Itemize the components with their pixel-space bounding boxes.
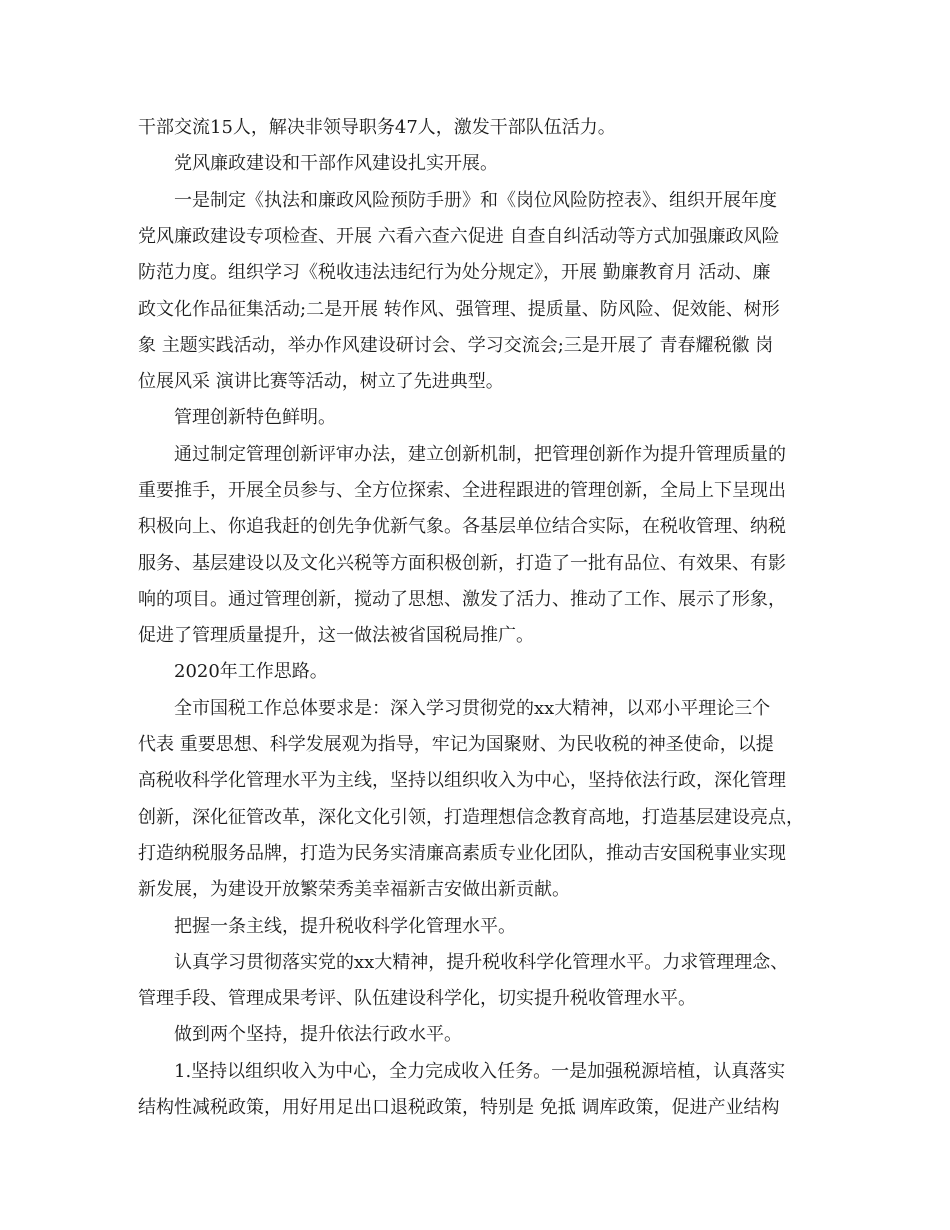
text-line: 1.坚持以组织收入为中心，全力完成收入任务。一是加强税源培植，认真落实 [174,1061,786,1082]
text-line: 高税收科学化管理水平为主线，坚持以组织收入为中心，坚持依法行政，深化管理 [138,770,786,791]
text-line: 象 主题实践活动，举办作风建设研讨会、学习交流会;三是开展了 青春耀税徽 岗 [138,335,774,356]
text-line: 政文化作品征集活动;二是开展 转作风、强管理、提质量、防风险、促效能、树形 [138,299,780,320]
text-line: 管理创新特色鲜明。 [174,407,336,428]
text-line: 新发展，为建设开放繁荣秀美幸福新吉安做出新贡献。 [138,879,570,900]
text-line: 打造纳税服务品牌，打造为民务实清廉高素质专业化团队，推动吉安国税事业实现 [138,843,786,864]
text-line: 响的项目。通过管理创新，搅动了思想、激发了活力、推动了工作、展示了形象， [138,589,786,610]
text-line: 促进了管理质量提升，这一做法被省国税局推广。 [138,625,534,646]
text-line: 创新，深化征管改革，深化文化引领，打造理想信念教育高地，打造基层建设亮点， [138,807,804,828]
text-line: 认真学习贯彻落实党的xx大精神，提升税收科学化管理水平。力求管理理念、 [174,952,789,973]
text-line: 一是制定《执法和廉政风险预防手册》和《岗位风险防控表》、组织开展年度 [174,190,777,211]
text-line: 防范力度。组织学习《税收违法违纪行为处分规定》，开展 勤廉教育月 活动、廉 [138,262,771,283]
text-line: 把握一条主线，提升税收科学化管理水平。 [174,916,516,937]
text-line: 结构性减税政策，用好用足出口退税政策，特别是 免抵 调库政策，促进产业结构 [138,1097,780,1118]
text-line: 位展风采 演讲比赛等活动，树立了先进典型。 [138,371,504,392]
text-line: 积极向上、你追我赶的创先争优新气象。各基层单位结合实际，在税收管理、纳税 [138,516,786,537]
text-line: 党风廉政建设专项检查、开展 六看六查六促进 自查自纠活动等方式加强廉政风险 [138,226,780,247]
text-line: 管理手段、管理成果考评、队伍建设科学化，切实提升税收管理水平。 [138,988,696,1009]
text-line: 干部交流15人，解决非领导职务47人，激发干部队伍活力。 [138,117,616,138]
text-line: 代表 重要思想、科学发展观为指导，牢记为国聚财、为民收税的神圣使命，以提 [138,734,774,755]
text-line: 做到两个坚持，提升依法行政水平。 [174,1024,462,1045]
text-line: 重要推手，开展全员参与、全方位探索、全进程跟进的管理创新，全局上下呈现出 [138,480,786,501]
text-line: 服务、基层建设以及文化兴税等方面积极创新，打造了一批有品位、有效果、有影 [138,553,786,574]
text-line: 2020年工作思路。 [174,661,328,682]
text-line: 全市国税工作总体要求是：深入学习贯彻党的xx大精神，以邓小平理论三个 [174,698,771,719]
text-line: 通过制定管理创新评审办法，建立创新机制，把管理创新作为提升管理质量的 [174,444,786,465]
text-line: 党风廉政建设和干部作风建设扎实开展。 [174,153,498,174]
